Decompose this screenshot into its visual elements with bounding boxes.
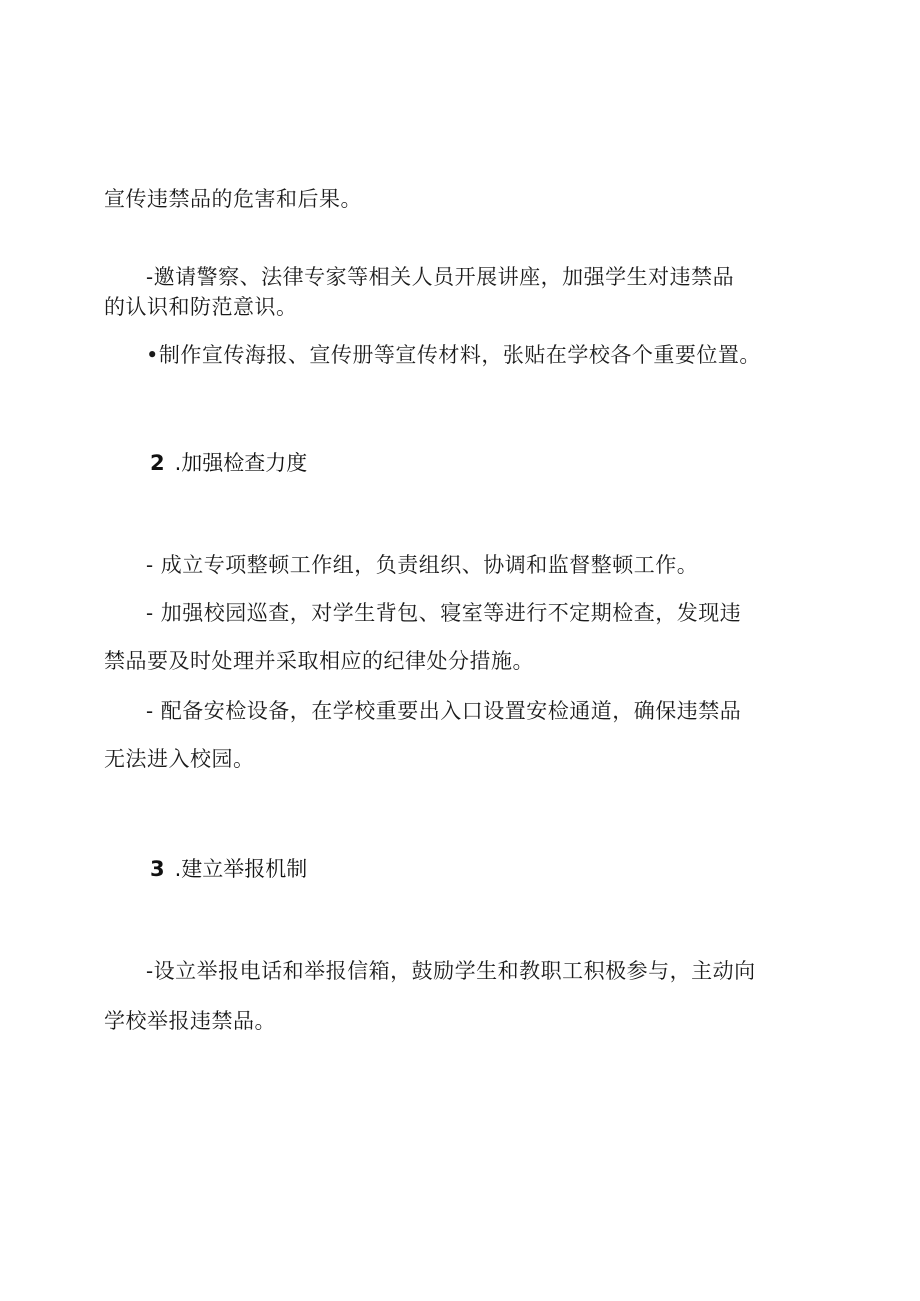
list-item: 禁品要及时处理并采取相应的纪律处分措施。: [104, 649, 534, 673]
list-item: 学校举报违禁品。: [104, 1009, 276, 1033]
list-item: -设立举报电话和举报信箱，鼓励学生和教职工积极参与，主动向: [146, 959, 756, 983]
paragraph-text: -邀请警察、法律专家等相关人员开展讲座，加强学生对违禁品: [146, 265, 735, 289]
list-item: - 成立专项整顿工作组，负责组织、协调和监督整顿工作。: [146, 553, 699, 577]
section-number: 2: [150, 451, 165, 475]
section-heading: [150, 448, 307, 478]
section-title: .建立举报机制: [174, 857, 308, 881]
list-item: 无法进入校园。: [104, 747, 255, 771]
section-number: 3: [150, 857, 165, 881]
section-heading: [150, 854, 307, 884]
section-title: .加强检查力度: [174, 451, 308, 475]
paragraph-text: 宣传违禁品的危害和后果。: [104, 187, 362, 211]
paragraph-text: •制作宣传海报、宣传册等宣传材料，张贴在学校各个重要位置。: [146, 343, 761, 367]
list-item: - 加强校园巡查，对学生背包、寝室等进行不定期检查，发现违: [146, 601, 742, 625]
paragraph-text: 的认识和防范意识。: [104, 295, 298, 319]
list-item: - 配备安检设备，在学校重要出入口设置安检通道，确保违禁品: [146, 699, 742, 723]
